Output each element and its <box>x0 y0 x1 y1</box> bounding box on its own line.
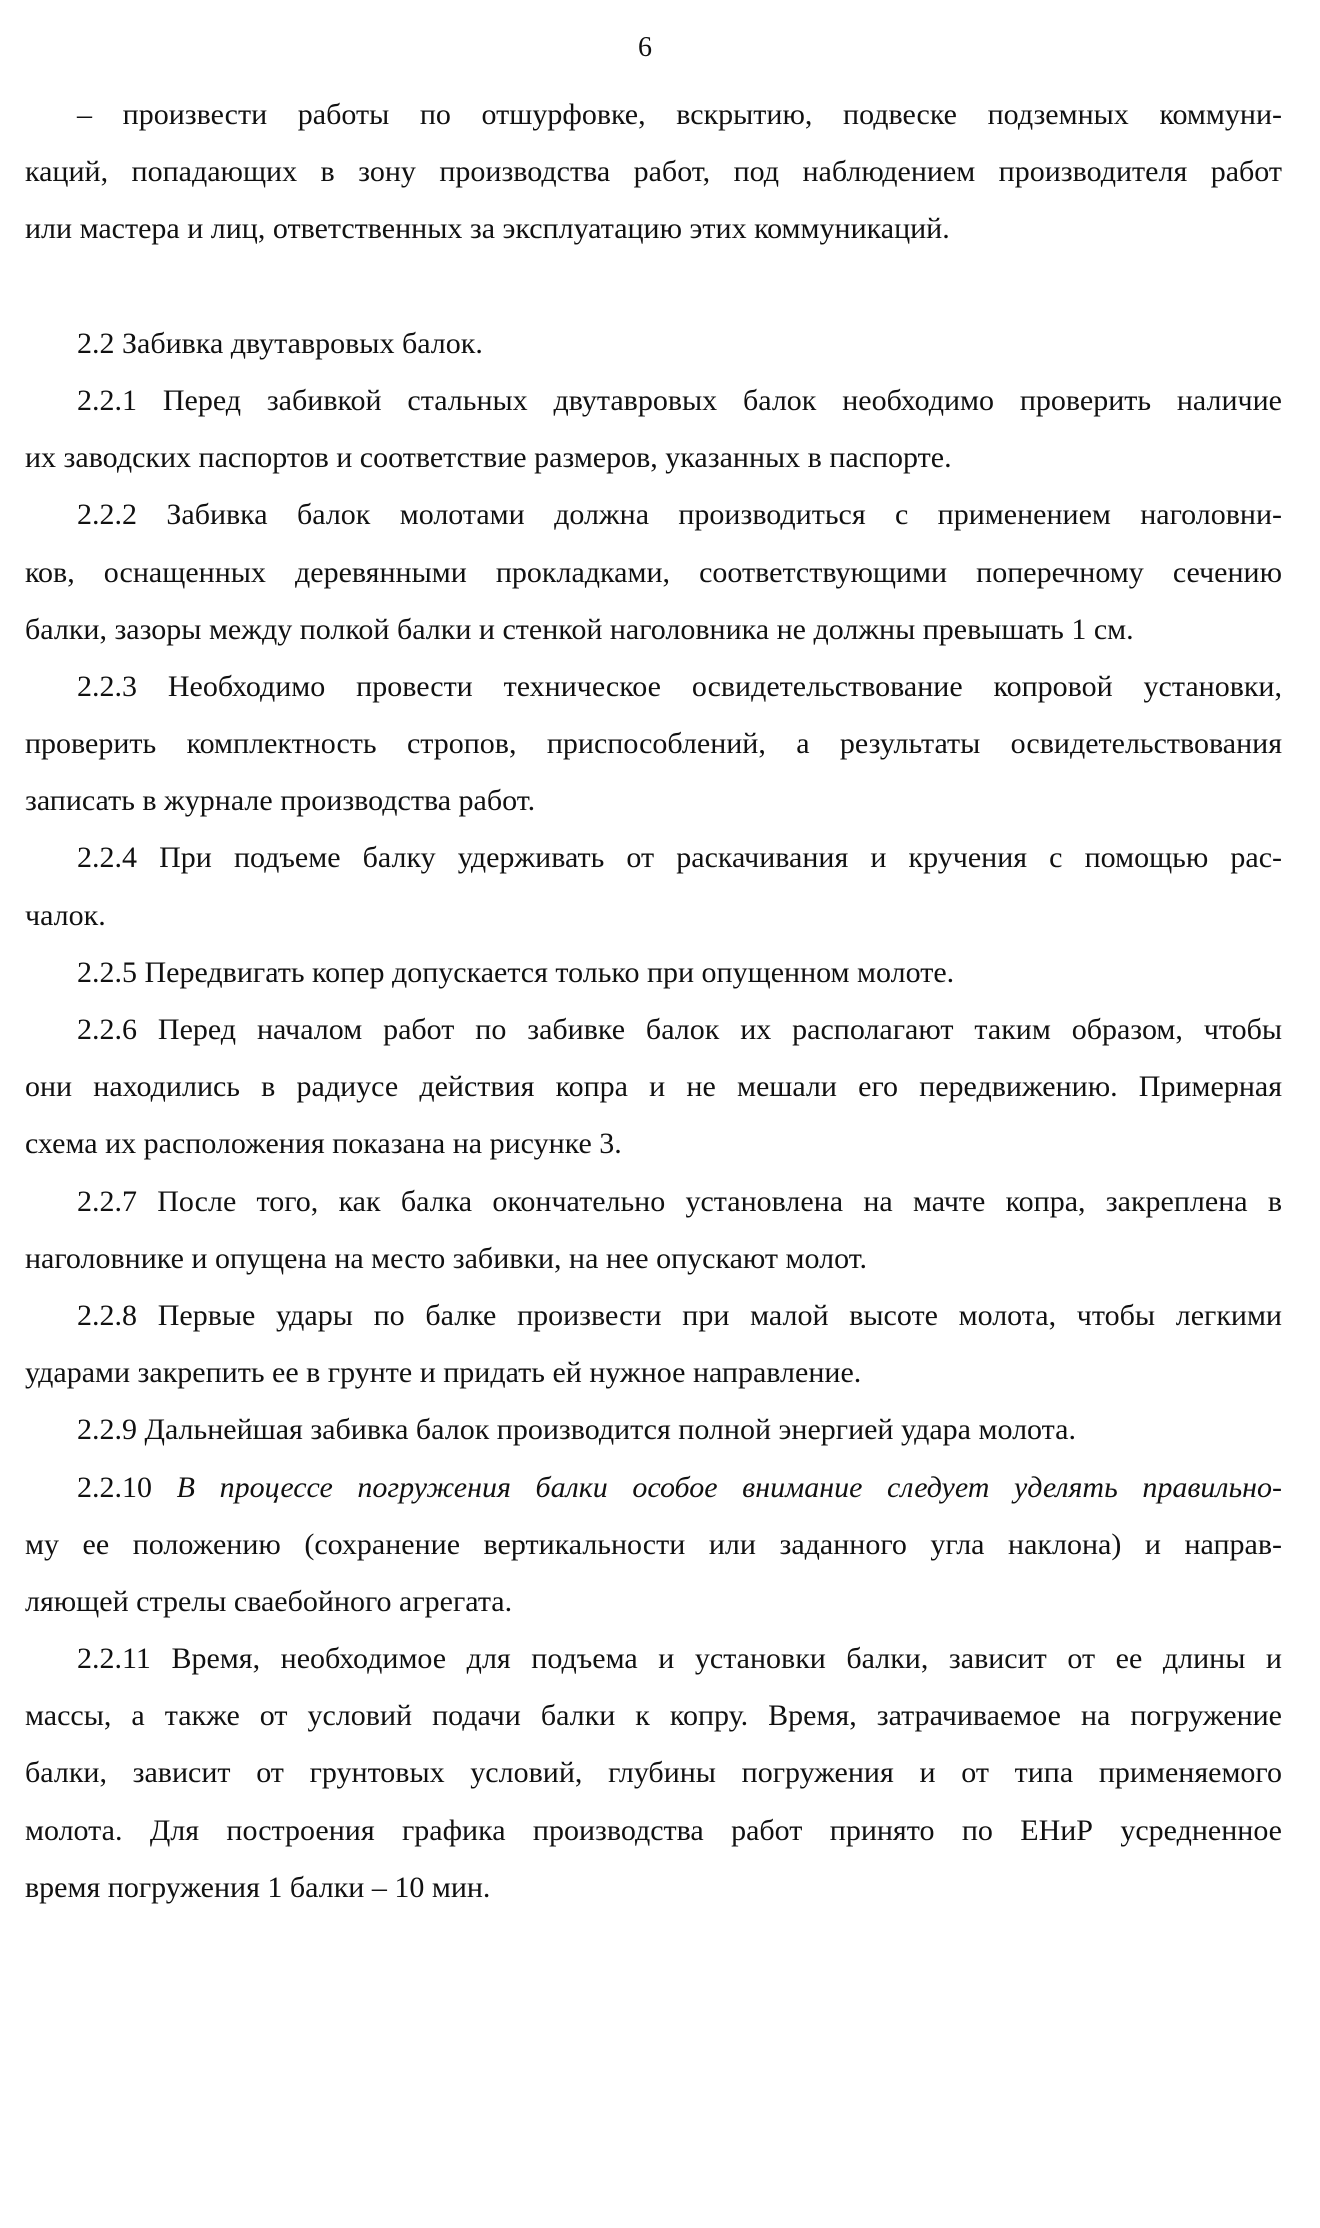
text-line: ков, оснащенных деревянными прокладками, соответствующими поперечному сечению <box>25 555 1282 589</box>
paragraph <box>25 1287 1282 1401</box>
document-body <box>25 86 1282 1916</box>
text-line: 2.2.7 После того, как балка окончательно установлена на мачте копра, закреплена в <box>77 1184 1282 1218</box>
text-line: – произвести работы по отшурфовке, вскрытию, подвеске подземных коммуни- <box>77 98 1282 131</box>
italic-text: В процессе погружения балки особое внимание следует уделять правильно- <box>176 1470 1282 1504</box>
text-line: схема их расположения показана на рисунке 3. <box>25 1127 622 1161</box>
paragraph <box>25 1173 1282 1287</box>
text-line: му ее положению (сохранение вертикальности или заданного угла наклона) и направ- <box>25 1527 1282 1561</box>
text-line: наголовнике и опущена на место забивки, на нее опускают молот. <box>25 1241 868 1275</box>
text-line: они находились в радиусе действия копра и не мешали его передвижению. Примерная <box>25 1070 1282 1104</box>
text-line: 2.2.1 Перед забивкой стальных двутавровых балок необходимо проверить наличие <box>77 383 1282 417</box>
text-line: 2.2.4 При подъеме балку удерживать от раскачивания и кручения с помощью рас- <box>77 841 1282 875</box>
text-line: 2.2.9 Дальнейшая забивка балок производится полной энергией удара молота. <box>77 1413 1076 1447</box>
paragraph <box>25 944 1282 1001</box>
clause-number: 2.2.10 <box>77 1470 152 1504</box>
text-line: их заводских паспортов и соответствие размеров, указанных в паспорте. <box>25 441 952 475</box>
paragraph <box>25 658 1282 830</box>
text-line: 2.2.3 Необходимо провести техническое освидетельствование копровой установки, <box>77 669 1282 703</box>
text-line: время погружения 1 балки – 10 мин. <box>25 1870 491 1904</box>
paragraph <box>25 315 1282 372</box>
text-line: чалок. <box>25 898 106 932</box>
paragraph <box>25 1401 1282 1458</box>
text-line <box>25 1459 1282 1516</box>
text-line: балки, зависит от грунтовых условий, глубины погружения и от типа применяемого <box>25 1756 1282 1790</box>
text-line: или мастера и лиц, ответственных за эксплуатацию этих коммуникаций. <box>25 212 950 246</box>
text-line: записать в журнале производства работ. <box>25 784 536 818</box>
text-line: каций, попадающих в зону производства работ, под наблюдением производителя работ <box>25 155 1282 189</box>
paragraph <box>25 372 1282 486</box>
text-line: 2.2.11 Время, необходимое для подъема и установки балки, зависит от ее длины и <box>77 1642 1282 1676</box>
paragraph <box>25 1459 1282 1631</box>
paragraph <box>25 486 1282 658</box>
text-line: 2.2.8 Первые удары по балке произвести при малой высоте молота, чтобы легкими <box>77 1298 1282 1332</box>
text-line: балки, зазоры между полкой балки и стенкой наголовника не должны превышать 1 см. <box>25 612 1134 646</box>
text-line: 2.2.6 Перед началом работ по забивке балок их располагают таким образом, чтобы <box>77 1013 1282 1046</box>
text-line: проверить комплектность стропов, приспособлений, а результаты освидетельствования <box>25 727 1282 761</box>
text-line: молота. Для построения графика производства работ принято по ЕНиР усредненное <box>25 1813 1282 1847</box>
text-line: 2.2 Забивка двутавровых балок. <box>77 326 483 360</box>
paragraph <box>25 1001 1282 1173</box>
text-line: 2.2.2 Забивка балок молотами должна производиться с применением наголовни- <box>77 498 1282 532</box>
text-line: 2.2.5 Передвигать копер допускается только при опущенном молоте. <box>77 955 955 989</box>
paragraph <box>25 829 1282 943</box>
text-line: ударами закрепить ее в грунте и придать ей нужное направление. <box>25 1356 862 1390</box>
paragraph <box>25 1630 1282 1916</box>
paragraph <box>25 86 1282 258</box>
page-number: 6 <box>638 32 652 63</box>
blank-line <box>25 258 1282 315</box>
text-line: массы, а также от условий подачи балки к копру. Время, затрачиваемое на погружение <box>25 1699 1282 1733</box>
text-line: ляющей стрелы сваебойного агрегата. <box>25 1584 513 1618</box>
